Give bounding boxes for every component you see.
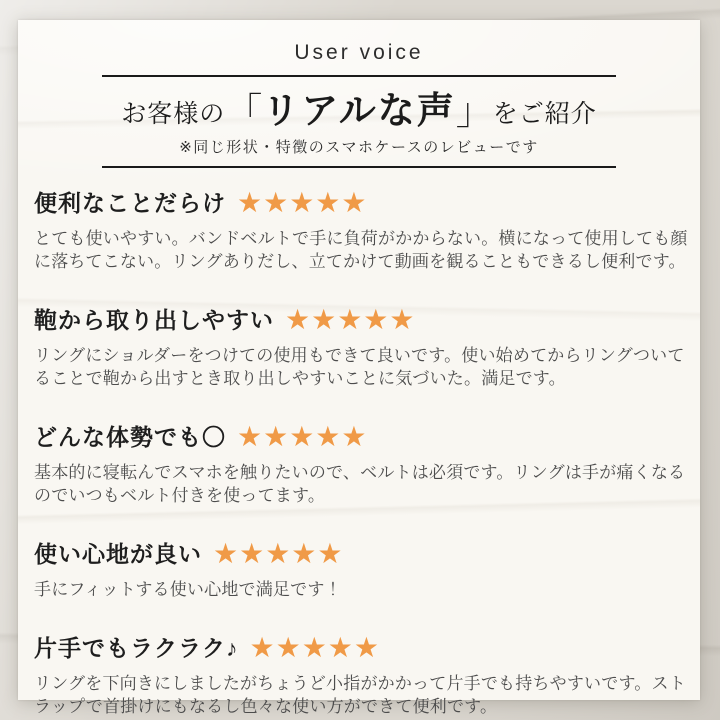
review-item bbox=[34, 634, 696, 718]
review-title: 使い心地が良い bbox=[34, 541, 202, 568]
star-rating-icon: ★★★★★ bbox=[213, 538, 344, 569]
review-list bbox=[18, 168, 700, 718]
review-header bbox=[34, 189, 696, 219]
section-eyebrow: User voice bbox=[294, 41, 424, 64]
star-rating-icon: ★★★★★ bbox=[237, 187, 368, 218]
review-title: どんな体勢でも〇 bbox=[34, 424, 226, 451]
review-body: リングを下向きにしましたがちょうど小指がかかって片手でも持ちやすいです。ストラップで首掛けにもなるし色々な使い方ができて便利です。 bbox=[34, 674, 686, 716]
review-body: とても使いやすい。バンドベルトで手に負荷がかからない。横になって使用しても顔に落ちてこない。リングありだし、立てかけて動画を観ることもできるし便利です。 bbox=[34, 229, 688, 271]
review-item bbox=[34, 540, 696, 601]
review-item bbox=[34, 306, 696, 390]
review-body: リングにショルダーをつけての使用もできて良いです。使い始めてからリングついてることで鞄から出すとき取り出しやすいことに気づいた。満足です。 bbox=[34, 346, 685, 388]
header bbox=[18, 41, 700, 168]
review-header bbox=[34, 540, 696, 570]
divider-top bbox=[102, 75, 616, 77]
review-header bbox=[34, 634, 696, 664]
review-title: 片手でもラクラク♪ bbox=[34, 635, 239, 662]
review-title: 鞄から取り出しやすい bbox=[34, 307, 274, 334]
review-item bbox=[34, 189, 696, 273]
title-emphasis: リアルな声 bbox=[262, 90, 456, 131]
review-header bbox=[34, 306, 696, 336]
section-subtitle: ※同じ形状・特徴のスマホケースのレビューです bbox=[179, 139, 539, 156]
star-rating-icon: ★★★★★ bbox=[237, 421, 368, 452]
title-suffix: をご紹介 bbox=[492, 100, 597, 128]
review-body: 手にフィットする使い心地で満足です！ bbox=[34, 580, 342, 599]
star-rating-icon: ★★★★★ bbox=[285, 304, 416, 335]
title-prefix: お客様の bbox=[121, 100, 226, 128]
review-card bbox=[18, 20, 700, 716]
title-bracket-open: 「 bbox=[225, 91, 263, 132]
title-bracket-close: 」 bbox=[455, 91, 493, 132]
review-header bbox=[34, 423, 696, 453]
star-rating-icon: ★★★★★ bbox=[249, 632, 381, 663]
review-title: 便利なことだらけ bbox=[34, 190, 226, 217]
page-title bbox=[18, 85, 700, 133]
review-body: 基本的に寝転んでスマホを触りたいので、ベルトは必須です。リングは手が痛くなるのでいつもベルト付きを使ってます。 bbox=[34, 463, 686, 505]
review-item bbox=[34, 423, 696, 507]
